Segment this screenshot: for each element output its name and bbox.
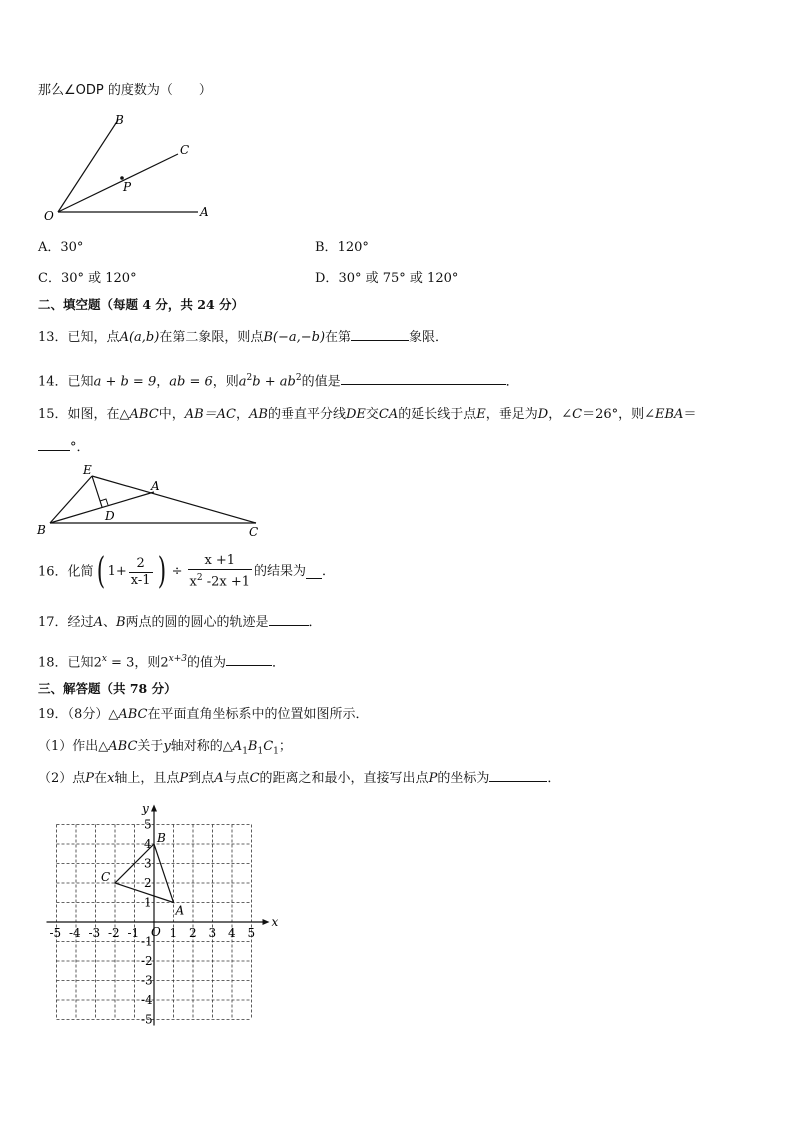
fraction-1: $\frac{2}{x-1}$	[130, 555, 151, 588]
y-tick-label: -2	[141, 954, 153, 968]
question-16: 16．化简( 1+ $\frac{2}{x-1}$ ) ÷ $\frac{x +1}{x^2 -2x +1}$ 的结果为 ．	[38, 551, 336, 592]
answer-blank-17[interactable]	[269, 613, 309, 626]
x-tick-label: -5	[49, 926, 62, 940]
x-tick-label: 4	[228, 926, 236, 940]
answer-blank-14[interactable]	[341, 372, 506, 385]
x-tick-label: -3	[88, 926, 101, 940]
y-tick-label: 2	[144, 876, 152, 890]
option-b[interactable]: B．120°	[315, 240, 369, 255]
question-19: 19．（8分）△ABC在平面直角坐标系中的位置如图所示．	[38, 707, 369, 722]
fraction-2: $\frac{x +1}{x^2 -2x +1}$	[189, 553, 251, 590]
q12-stem: 那么∠ODP 的度数为（ ）	[38, 83, 212, 98]
option-a[interactable]: A．30°	[38, 240, 84, 255]
x-tick-label: -1	[127, 926, 140, 940]
question-19-part-1: （1）作出△ABC关于y轴对称的$\triangle A_1B_1C_1$；	[38, 739, 292, 757]
x-tick-label: 2	[189, 926, 197, 940]
question-14: 14．已知a + b = 9，ab = 6，则$a^2b + ab^2$的值是 ．	[38, 373, 519, 390]
answer-blank-16[interactable]	[306, 566, 322, 579]
y-tick-label: 4	[144, 837, 152, 851]
y-tick-label: 1	[144, 895, 152, 910]
label-e: E	[83, 463, 92, 477]
point-label-b: B	[157, 831, 166, 845]
question-19-part-2: （2）点P在x轴上，且点P到点A与点C的距离之和最小，直接写出点P的坐标为 ．	[38, 771, 561, 786]
answer-blank-18[interactable]	[226, 653, 272, 666]
y-axis-arrow	[151, 805, 157, 812]
y-tick-label: 3	[144, 856, 152, 871]
label-c: C	[180, 143, 190, 157]
y-tick-label: -4	[141, 993, 153, 1007]
coordinate-grid	[30, 800, 280, 1030]
triangle-abc	[115, 844, 174, 903]
option-d[interactable]: D．30° 或 75° 或 120°	[315, 271, 459, 286]
y-tick-label: 5	[144, 817, 152, 832]
label-c: C	[249, 525, 259, 539]
point-label-c: C	[101, 870, 111, 884]
label-b: B	[115, 113, 124, 127]
answer-blank-15[interactable]	[38, 438, 70, 451]
question-15: 15．如图，在△ABC中，AB＝AC，AB的垂直平分线DE交CA的延长线于点E，垂足为D，∠C＝26°，则∠EBA＝	[38, 407, 697, 422]
x-tick-label: -4	[69, 926, 81, 940]
question-18: 18．已知$2^x = 3$，则$2^{x+3}$的值为 ．	[38, 654, 286, 671]
point-label-a: A	[175, 903, 185, 918]
y-tick-label: -3	[141, 973, 153, 988]
label-a: A	[151, 479, 160, 493]
label-p: P	[123, 180, 132, 194]
label-a: A	[200, 205, 209, 219]
answer-blank-13[interactable]	[351, 328, 409, 341]
y-tick-label: -5	[141, 1012, 153, 1027]
q12-angle-figure	[38, 108, 228, 228]
section-3-title: 三、解答题（共 78 分）	[38, 681, 177, 696]
label-d: D	[105, 509, 115, 523]
q15-triangle-figure	[34, 462, 274, 542]
x-axis-label: x	[271, 915, 279, 929]
x-tick-label: 1	[169, 926, 178, 940]
question-13: 13．已知，点A(a,b)在第二象限，则点B(−a,−b)在第 象限．	[38, 330, 449, 345]
x-tick-label: 5	[247, 926, 256, 940]
origin-label: O	[151, 925, 161, 939]
answer-blank-19-2[interactable]	[489, 769, 547, 782]
y-tick-label: -1	[141, 934, 153, 949]
label-b: B	[37, 523, 46, 537]
question-15-cont: °．	[38, 438, 90, 457]
question-17: 17．经过A、B两点的圆的圆心的轨迹是 ．	[38, 615, 322, 630]
x-tick-label: 3	[208, 926, 217, 940]
y-axis-label: y	[142, 801, 149, 816]
option-c[interactable]: C．30° 或 120°	[38, 271, 137, 286]
x-tick-label: -2	[108, 926, 120, 940]
x-axis-arrow	[263, 919, 270, 925]
label-o: O	[44, 209, 54, 223]
section-2-title: 二、填空题（每题 4 分，共 24 分）	[38, 297, 245, 312]
